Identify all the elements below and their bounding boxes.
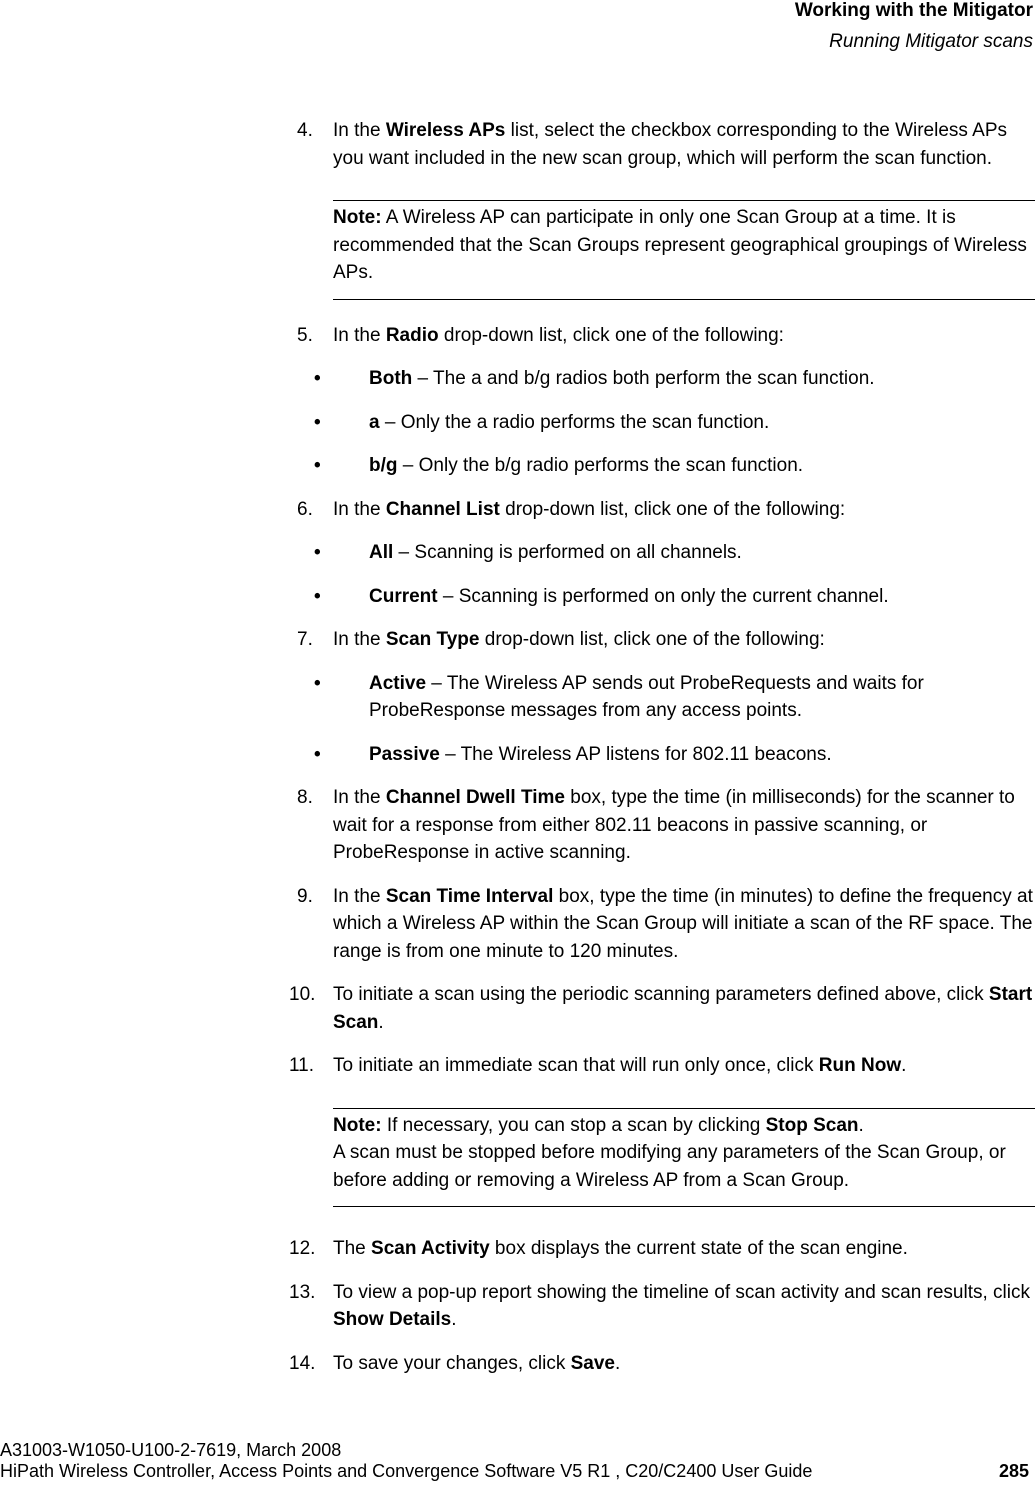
radio-option-a: • a – Only the a radio performs the scan function. [314, 411, 770, 433]
radio-option-bg: • b/g – Only the b/g radio performs the scan function. [314, 455, 804, 476]
channel-option-all: • All – Scanning is performed on all channels. [314, 542, 742, 563]
note-stop-scan: Note: If necessary, you can stop a scan by clicking Stop Scan. A scan must be stopped before modifying any parameters of the Scan Group, or before adding or removing a Wireless AP from a Scan Group. [333, 1108, 1035, 1208]
radio-option-both: • Both – The a and b/g radios both perform the scan function. [314, 368, 875, 389]
note-scan-group: Note: A Wireless AP can participate in only one Scan Group at a time. It is recommended that the Scan Groups represent geographical groupings of Wireless APs. [333, 200, 1035, 300]
footer-doc-id: A31003-W1050-U100-2-7619, March 2008 [0, 1440, 342, 1460]
step-14: 14. To save your changes, click Save. [289, 1352, 621, 1374]
running-header-title: Working with the Mitigator [794, 0, 1033, 21]
scan-type-option-active: • Active – The Wireless AP sends out ProbeRequests and waits for ProbeResponse messages from any access points. [314, 672, 924, 721]
step-9: 9. In the Scan Time Interval box, type the time (in minutes) to define the frequency at which a Wireless AP within the Scan Group will initiate a scan of the RF space. The range is from one minute to 120 minutes. [297, 885, 1033, 962]
step-7: 7. In the Scan Type drop-down list, click one of the following: [297, 629, 825, 650]
page-body [289, 117, 1035, 1377]
scan-type-option-passive: • Passive – The Wireless AP listens for 802.11 beacons. [314, 743, 832, 765]
running-header-subtitle: Running Mitigator scans [829, 31, 1033, 52]
page-number: 285 [998, 1461, 1029, 1481]
step-6: 6. In the Channel List drop-down list, click one of the following: [297, 498, 846, 520]
step-8: 8. In the Channel Dwell Time box, type the time (in milliseconds) for the scanner to wait for a response from either 802.11 beacons in passive scanning, or ProbeResponse in active scanning. [297, 787, 1015, 863]
step-5: 5. In the Radio drop-down list, click one of the following: [297, 324, 784, 346]
step-10: 10. To initiate a scan using the periodic scanning parameters defined above, click Start Scan. [289, 984, 1033, 1033]
step-13: 13. To view a pop-up report showing the timeline of scan activity and scan results, click Show Details. [289, 1281, 1030, 1330]
channel-option-current: • Current – Scanning is performed on only the current channel. [314, 585, 889, 607]
step-4: 4. In the Wireless APs list, select the checkbox corresponding to the Wireless APs you want included in the new scan group, which will perform the scan function. [297, 120, 1007, 169]
step-12: 12. The Scan Activity box displays the current state of the scan engine. [289, 1238, 908, 1259]
footer-guide-title: HiPath Wireless Controller, Access Points and Convergence Software V5 R1 , C20/C2400 User Guide [0, 1461, 813, 1481]
step-11: 11. To initiate an immediate scan that will run only once, click Run Now. [289, 1055, 907, 1076]
